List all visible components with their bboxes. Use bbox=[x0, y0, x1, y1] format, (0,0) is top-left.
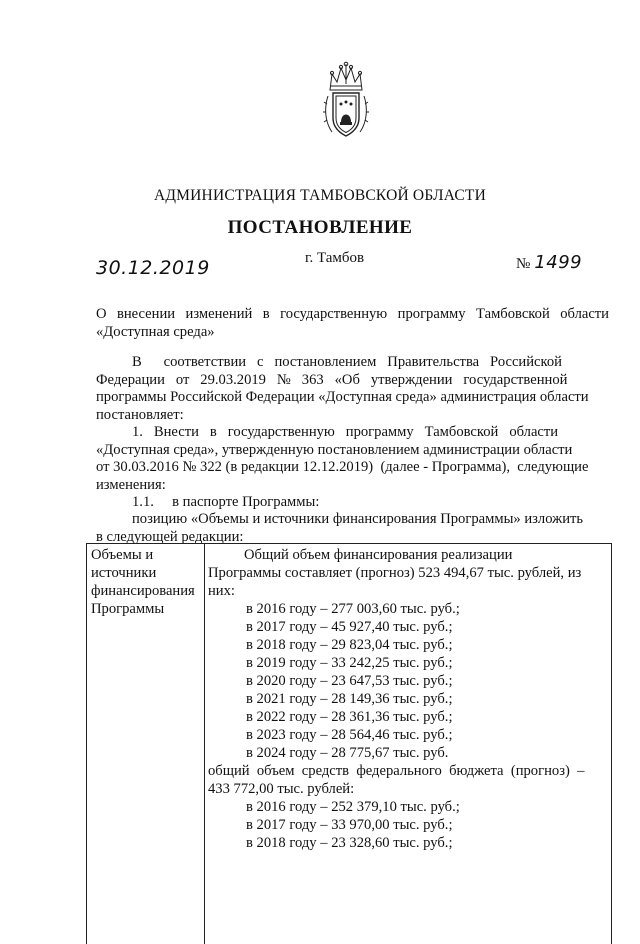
year-total-line: в 2018 году – 29 823,04 тыс. руб.; bbox=[246, 637, 453, 653]
year-total-line: в 2017 году – 45 927,40 тыс. руб.; bbox=[246, 619, 453, 635]
year-total-line: в 2019 году – 33 242,25 тыс. руб.; bbox=[246, 655, 453, 671]
text-line: в следующей редакции: bbox=[96, 528, 244, 545]
year-total-line: в 2016 году – 277 003,60 тыс. руб.; bbox=[246, 601, 460, 617]
document-subject bbox=[96, 306, 609, 341]
table-left-cell bbox=[91, 546, 203, 618]
cell-line: Общий объем финансирования реализации bbox=[244, 547, 513, 563]
year-federal-line: в 2016 году – 252 379,10 тыс. руб.; bbox=[246, 799, 460, 815]
item-1-paragraph bbox=[96, 424, 609, 494]
text-line: позицию «Объемы и источники финансирования Программы» изложить bbox=[132, 511, 584, 527]
year-federal-line: в 2017 году – 33 970,00 тыс. руб.; bbox=[246, 817, 453, 833]
financing-table bbox=[86, 543, 612, 944]
text-line: Федерации от 29.03.2019 № 363 «Об утверждении государственной bbox=[96, 371, 568, 388]
table-column-divider bbox=[204, 544, 205, 944]
text-line: «Доступная среда», утвержденную постановлением администрации области bbox=[96, 441, 573, 458]
text-line: программы Российской Федерации «Доступная среда» администрация области bbox=[96, 389, 589, 405]
document-number bbox=[516, 252, 582, 273]
year-total-line: в 2022 году – 28 361,36 тыс. руб.; bbox=[246, 709, 453, 725]
text-line: 1. Внести в государственную программу Тамбовской области bbox=[132, 424, 559, 440]
year-total-line: в 2023 году – 28 564,46 тыс. руб.; bbox=[246, 727, 453, 743]
text-line: В соответствии с постановлением Правительства Российской bbox=[132, 354, 562, 370]
cell-line: Программы составляет (прогноз) 523 494,67 тыс. рублей, из bbox=[208, 565, 582, 581]
administration-title: АДМИНИСТРАЦИЯ ТАМБОВСКОЙ ОБЛАСТИ bbox=[154, 187, 486, 204]
cell-line: 433 772,00 тыс. рублей: bbox=[208, 781, 355, 797]
item-1-1-paragraph bbox=[96, 494, 609, 512]
text-line: постановляет: bbox=[96, 406, 184, 423]
text-line: от 30.03.2016 № 322 (в редакции 12.12.2019) (далее - Программа), следующие bbox=[96, 459, 589, 475]
text-line: изменения: bbox=[96, 476, 166, 493]
handwritten-date: 30.12.2019 bbox=[96, 257, 210, 279]
handwritten-number: 1499 bbox=[534, 252, 583, 273]
cell-line: Объемы и bbox=[91, 547, 154, 563]
cell-line: финансирования bbox=[91, 583, 195, 599]
cell-line: источники bbox=[91, 565, 157, 581]
number-label: № bbox=[516, 256, 531, 272]
cell-line: общий объем средств федерального бюджета (прогноз) – bbox=[208, 763, 585, 779]
table-right-cell bbox=[208, 546, 608, 852]
text-line: 1.1. в паспорте Программы: bbox=[132, 494, 320, 510]
document-type-heading: ПОСТАНОВЛЕНИЕ bbox=[227, 217, 413, 238]
coat-of-arms-emblem bbox=[322, 60, 370, 140]
year-total-line: в 2020 году – 23 647,53 тыс. руб.; bbox=[246, 673, 453, 689]
position-paragraph bbox=[96, 511, 609, 546]
subject-line: «Доступная среда» bbox=[96, 323, 215, 340]
cell-line: Программы bbox=[91, 601, 165, 617]
year-total-line: в 2024 году – 28 775,67 тыс. руб. bbox=[246, 745, 449, 761]
subject-line: О внесении изменений в государственную программу Тамбовской области bbox=[96, 306, 609, 322]
year-federal-line: в 2018 году – 23 328,60 тыс. руб.; bbox=[246, 835, 453, 851]
year-total-line: в 2021 году – 28 149,36 тыс. руб.; bbox=[246, 691, 453, 707]
city-name: г. Тамбов bbox=[305, 250, 365, 266]
preamble-paragraph bbox=[96, 354, 609, 424]
cell-line: них: bbox=[208, 583, 235, 599]
